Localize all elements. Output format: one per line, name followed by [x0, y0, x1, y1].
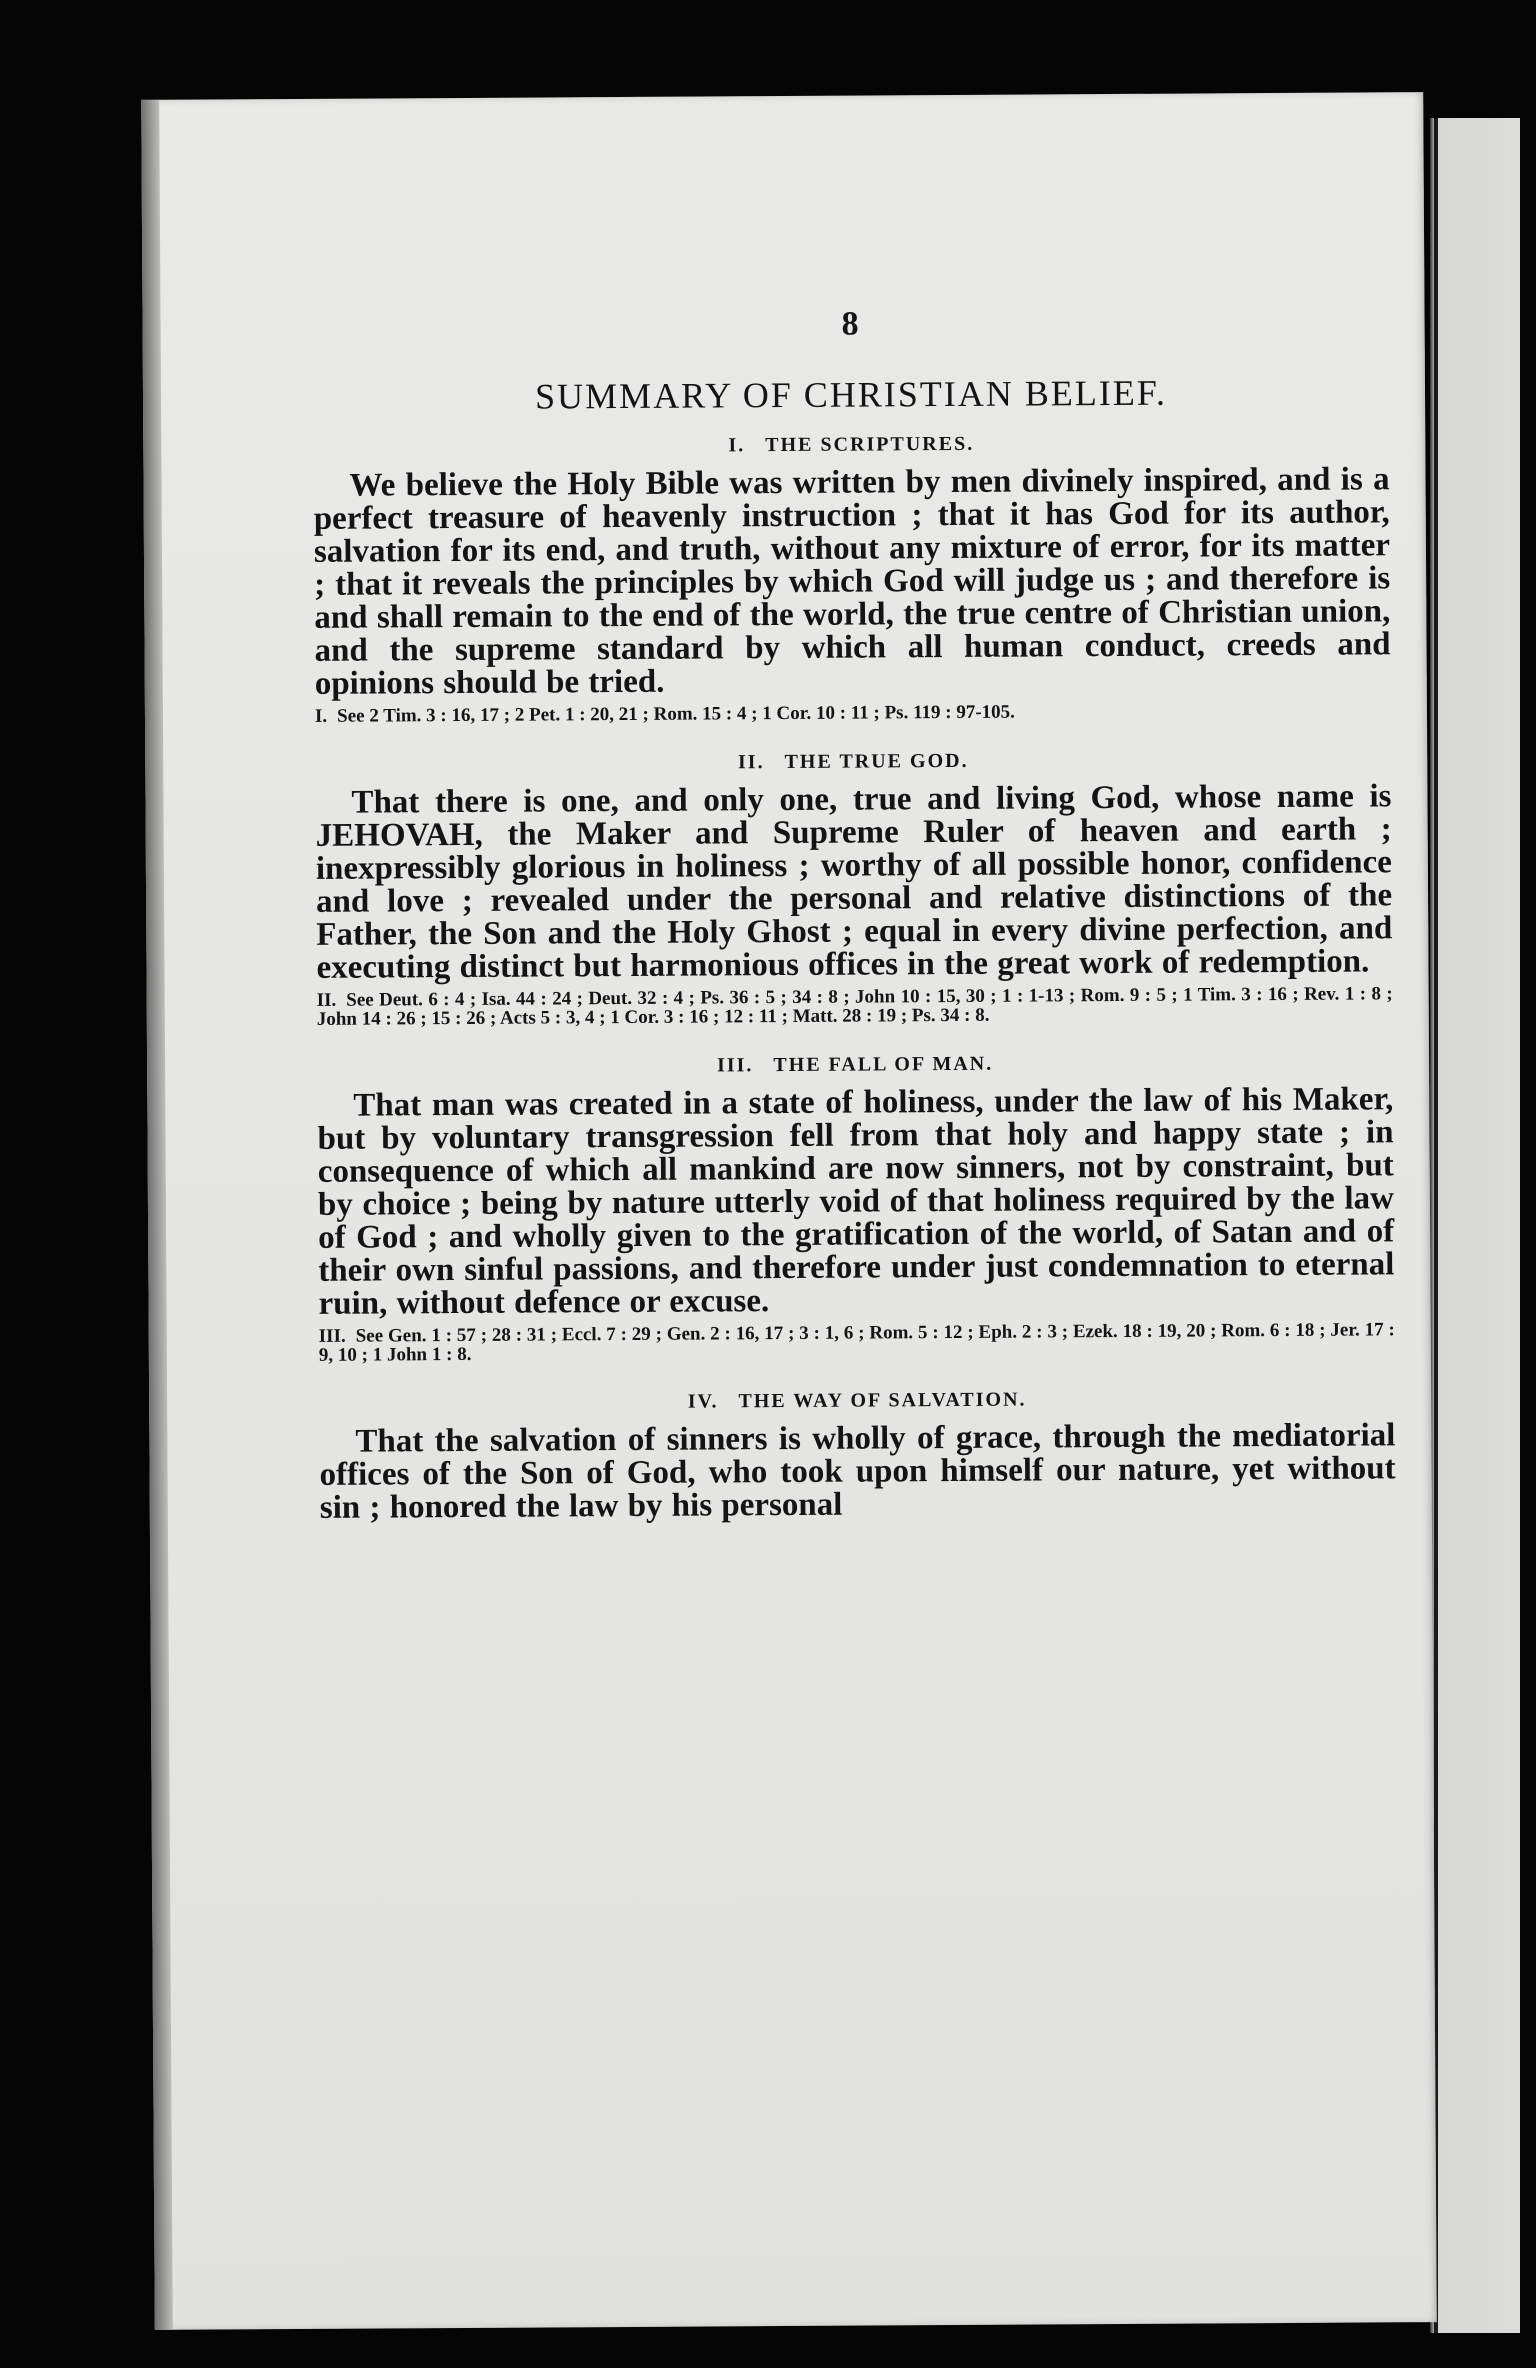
- reference-numeral: II.: [316, 989, 337, 1011]
- reference-text: See Gen. 1 : 57 ; 28 : 31 ; Eccl. 7 : 29 ; Gen. 2 : 16, 17 ; 3 : 1, 6 ; Rom. 5 : 12 ; Eph. 2 : 3 ; Ezek. 18 : 19, 20 ; Rom. 6 : 18 ; Jer. 17 : 9, 10 ; 1 John 1 : 8.: [318, 1319, 1395, 1366]
- section-heading: [319, 1386, 1395, 1416]
- section-scriptures: [313, 430, 1391, 726]
- page-spine-shadow: [141, 100, 173, 2330]
- section-true-god: [315, 747, 1393, 1029]
- reference-text: See 2 Tim. 3 : 16, 17 ; 2 Pet. 1 : 20, 21 ; Rom. 15 : 4 ; 1 Cor. 10 : 11 ; Ps. 119 : 97-105.: [337, 701, 1015, 727]
- section-way-of-salvation: [319, 1386, 1396, 1525]
- section-heading-text: THE FALL OF MAN.: [773, 1052, 994, 1077]
- page-number: 8: [841, 305, 860, 343]
- page-title: SUMMARY OF CHRISTIAN BELIEF.: [534, 372, 1168, 417]
- section-heading-text: THE SCRIPTURES.: [765, 432, 975, 457]
- section-numeral: IV.: [687, 1390, 719, 1413]
- section-body: That man was created in a state of holiness, under the law of his Maker, but by voluntary transgression fell from that holy and happy state ; in consequence of which all mankind are now sinners, not by constraint, but by choice ; being by nature utterly void of that holiness required by the law of God ; and wholly given to the gratification of the world, of Satan and of their own sinful passions, and therefore under just condemnation to eternal ruin, without defence or excuse.: [317, 1081, 1395, 1322]
- section-heading-text: THE TRUE GOD.: [784, 749, 969, 774]
- adjacent-page-edge: [1430, 118, 1520, 2333]
- reference-numeral: III.: [318, 1325, 346, 1347]
- section-heading: [313, 430, 1389, 460]
- scripture-references: [315, 700, 1391, 726]
- reference-numeral: I.: [314, 705, 328, 727]
- section-heading: [317, 1050, 1393, 1080]
- book-page: [141, 92, 1437, 2330]
- section-body: We believe the Holy Bible was written by men divinely inspired, and is a perfect treasure of heavenly instruction ; that it has God for its author, salvation for its end, and truth, without any mixture of error, for its matter ; that it reveals the principles by which God will judge us ; and therefore is and shall remain to the end of the world, the true centre of Christian union, and the supreme standard by which all human conduct, creeds and opinions should be tried.: [313, 461, 1391, 702]
- section-heading: [315, 747, 1391, 777]
- section-body: That there is one, and only one, true and living God, whose name is JEHOVAH, the Maker and Supreme Ruler of heaven and earth ; inexpressibly glorious in holiness ; worthy of all possible honor, confidence and love ; revealed under the personal and relative distinctions of the Father, the Son and the Holy Ghost ; equal in every divine perfection, and executing distinct but harmonious offices in the great work of redemption.: [315, 778, 1393, 986]
- page-content: [312, 302, 1395, 1531]
- section-numeral: II.: [737, 751, 765, 774]
- scripture-references: [319, 1320, 1395, 1365]
- reference-text: See Deut. 6 : 4 ; Isa. 44 : 24 ; Deut. 32 : 4 ; Ps. 36 : 5 ; 34 : 8 ; John 10 : 15, 30 ; 1 : 1-13 ; Rom. 9 : 5 ; 1 Tim. 3 : 16 ; Rev. 1 : 8 ; John 14 : 26 ; 15 : 26 ; Acts 5 : 3, 4 ; 1 Cor. 3 : 16 ; 12 : 11 ; Matt. 28 : 19 ; Ps. 34 : 8.: [316, 983, 1393, 1030]
- section-numeral: III.: [716, 1054, 754, 1077]
- section-heading-text: THE WAY OF SALVATION.: [738, 1388, 1027, 1413]
- section-numeral: I.: [728, 434, 746, 457]
- scripture-references: [317, 984, 1393, 1029]
- section-fall-of-man: [317, 1050, 1395, 1365]
- section-body: That the salvation of sinners is wholly of grace, through the mediatorial offices of the Son of God, who took upon himself our nature, yet without sin ; honored the law by his personal: [319, 1417, 1396, 1526]
